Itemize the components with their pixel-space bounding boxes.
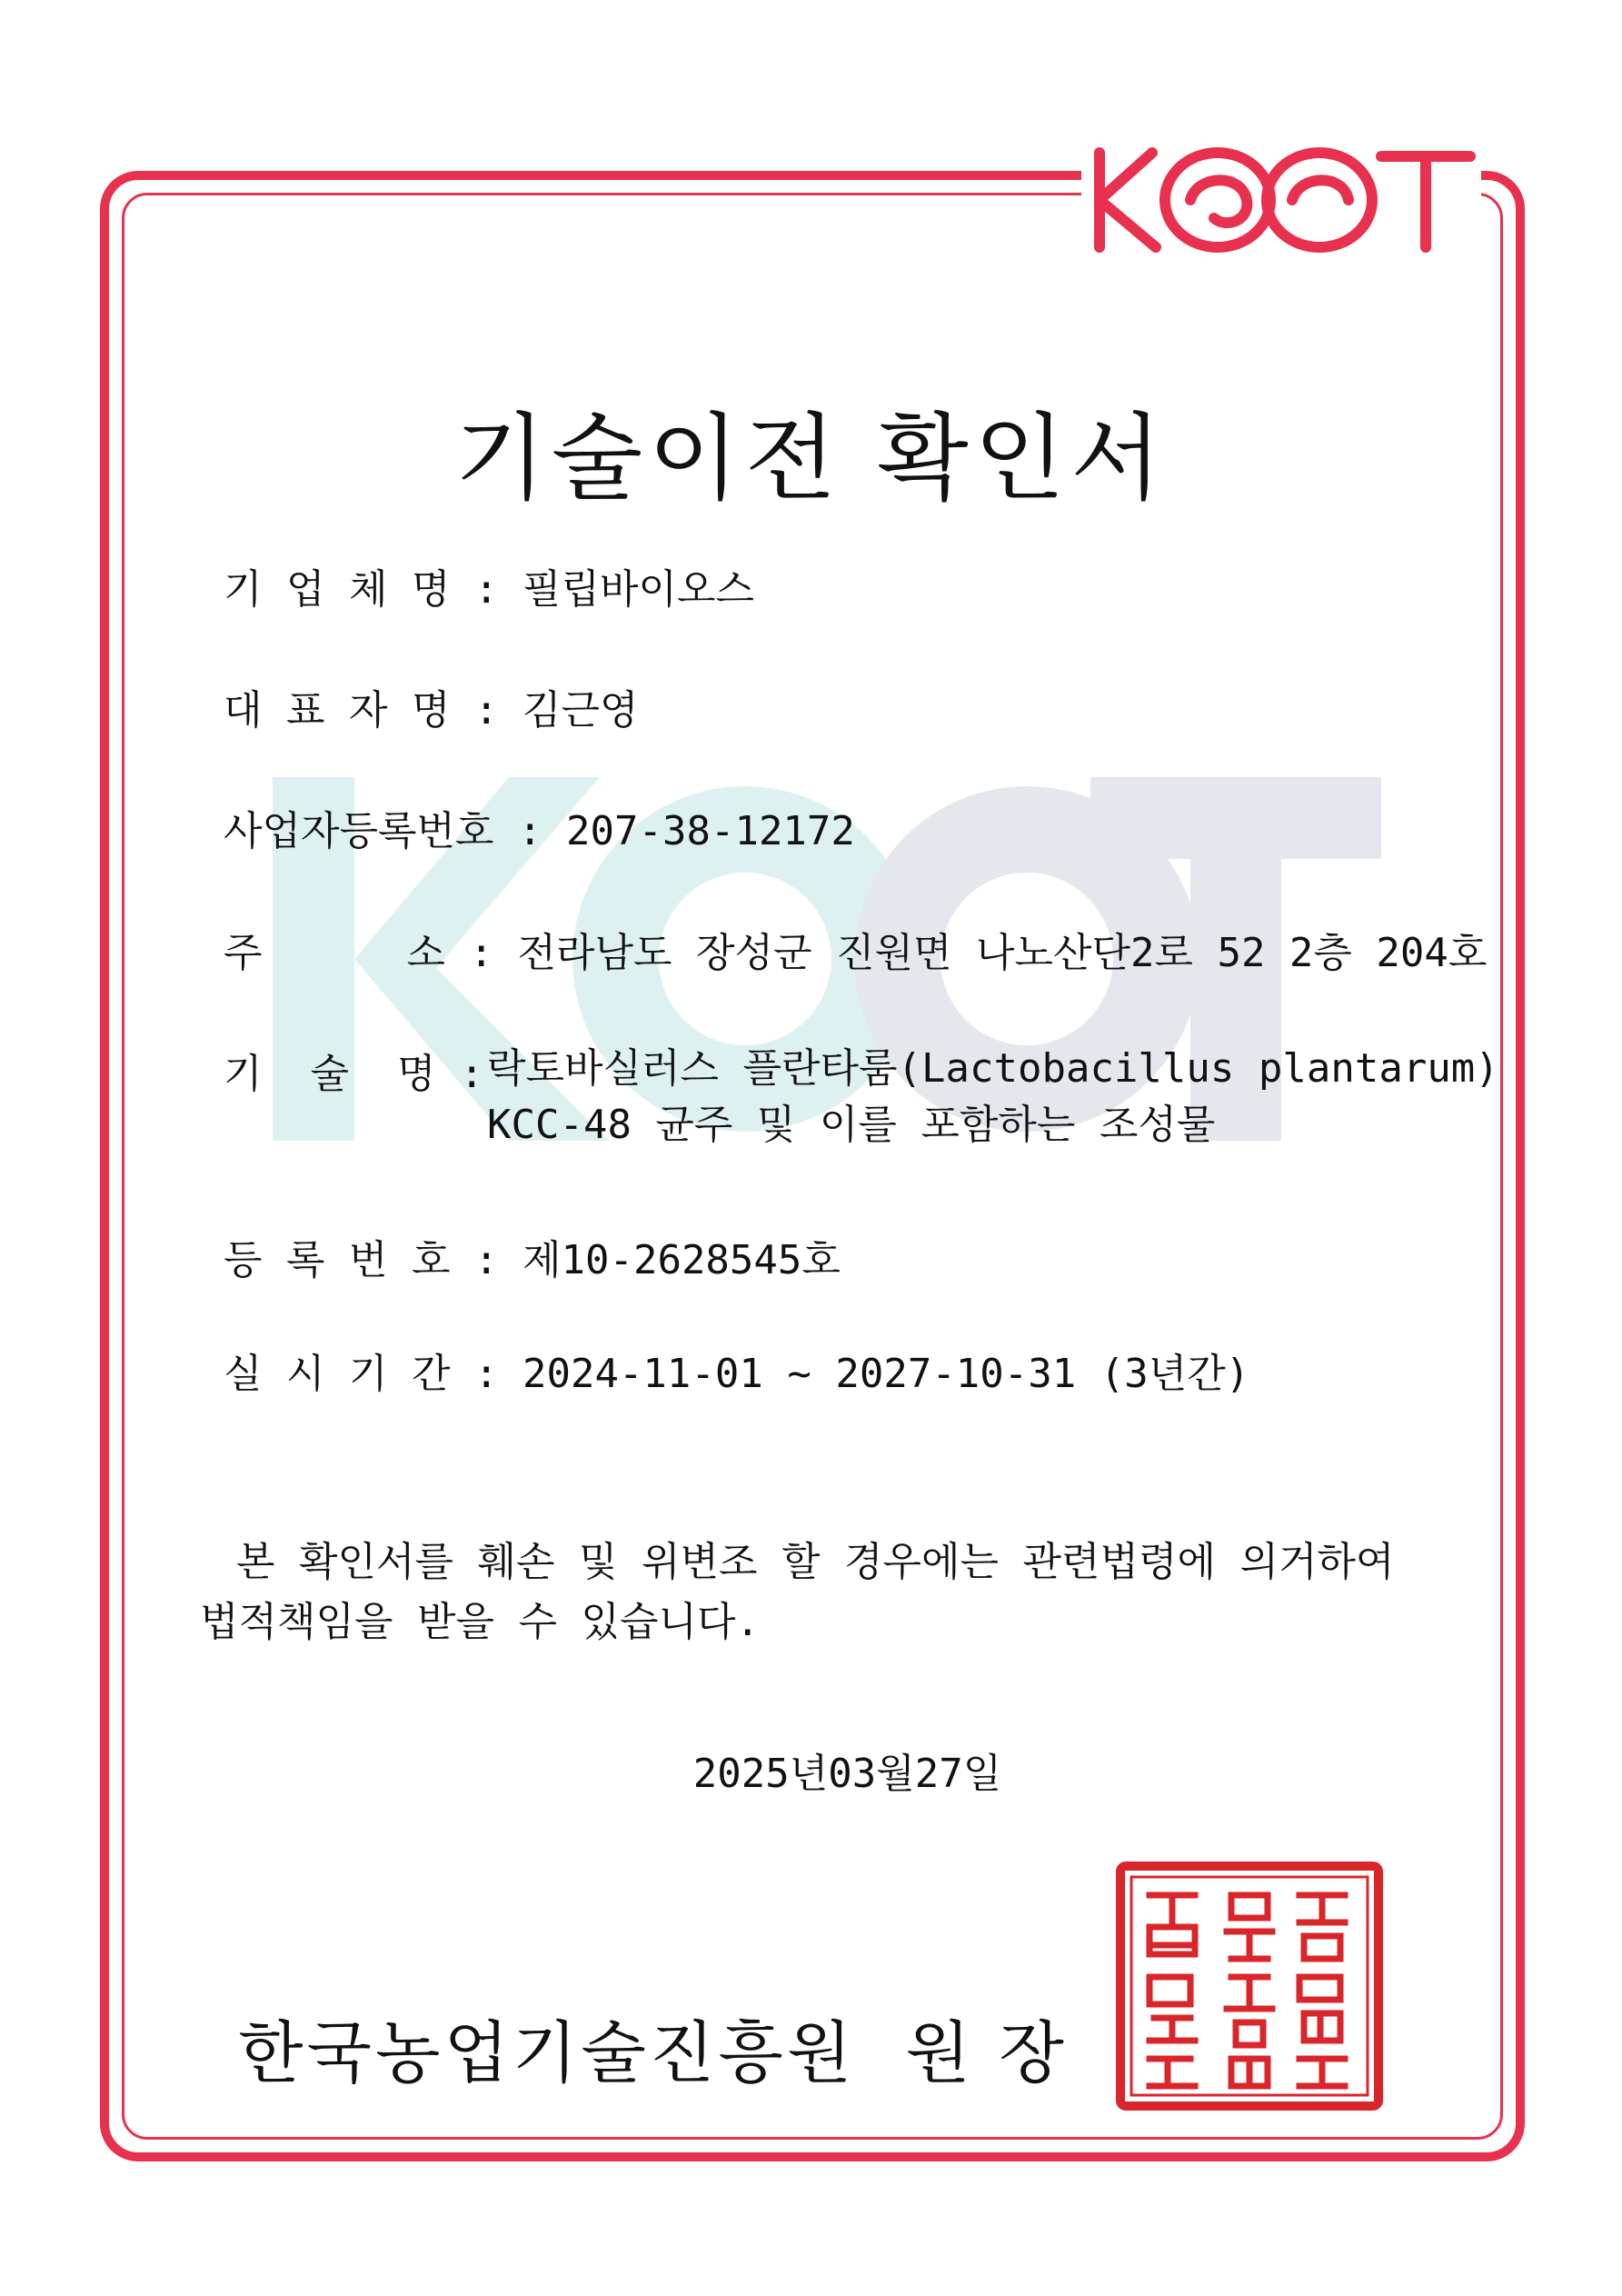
business-no-value: 207-38-12172 [566, 808, 855, 854]
registration-label: 등 록 번 호 [224, 1237, 451, 1283]
technology-label: 기 술 명 : [224, 1051, 484, 1097]
business-no-row: 사업자등록번호 : 207-38-12172 [224, 798, 855, 856]
ceo-label: 대 표 자 명 [224, 687, 451, 734]
period-value: 2024-11-01 ~ 2027-10-31 (3년간) [522, 1351, 1250, 1397]
koat-logo [1081, 136, 1481, 264]
address-value: 전라남도 장성군 진원면 나노산단2로 52 2층 204호 [517, 930, 1488, 976]
company-label: 기 업 체 명 [224, 566, 451, 613]
business-no-label: 사업자등록번호 [224, 808, 494, 854]
issuer-name: 한국농업기술진흥원 원 장 [238, 2014, 1068, 2092]
company-row: 기 업 체 명 : 필립바이오스 [224, 556, 754, 614]
registration-value: 제10-2628545호 [522, 1237, 841, 1283]
official-seal [1113, 1859, 1386, 2113]
address-label: 주 소 [224, 930, 445, 976]
document-title: 기술이전 확인서 [454, 403, 1168, 514]
period-row: 실 시 기 간 : 2024-11-01 ~ 2027-10-31 (3년간) [224, 1341, 1249, 1399]
technology-value: 락토바실러스 플란타룸(Lactobacillus plantarum) KCC-48 균주 및 이를 포함하는 조성물 [487, 1045, 1499, 1148]
company-value: 필립바이오스 [522, 566, 755, 613]
issue-date: 2025년03월27일 [692, 1751, 1002, 1797]
ceo-value: 김근영 [522, 687, 639, 734]
address-row: 주 소 : 전라남도 장성군 진원면 나노산단2로 52 2층 204호 [224, 920, 1487, 978]
legal-notice: 본 확인서를 훼손 및 위변조 할 경우에는 관련법령에 의거하여 법적책임을 받을 수 있습니다. [200, 1539, 1395, 1645]
logo-text: KOAT [1081, 136, 1084, 137]
ceo-row: 대 표 자 명 : 김근영 [224, 677, 639, 735]
period-label: 실 시 기 간 [224, 1351, 451, 1397]
registration-row: 등 록 번 호 : 제10-2628545호 [224, 1227, 841, 1285]
